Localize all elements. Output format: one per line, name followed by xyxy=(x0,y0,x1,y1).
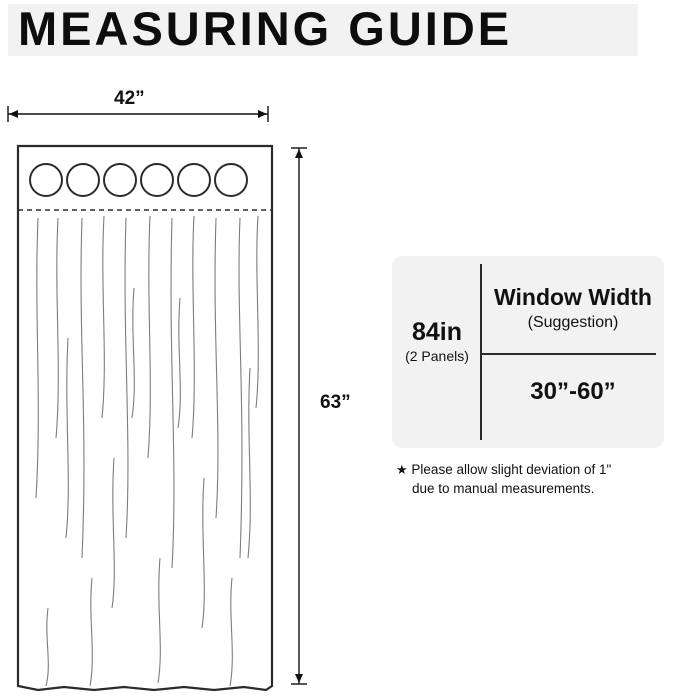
deviation-note-line2: due to manual measurements. xyxy=(412,481,595,496)
panel-size-value: 84in xyxy=(411,318,463,346)
card-horizontal-divider xyxy=(480,353,656,355)
star-icon: ★ xyxy=(396,462,408,477)
panel-count-label: (2 Panels) xyxy=(405,348,469,364)
window-width-title: Window Width xyxy=(494,284,652,310)
window-width-range: 30”-60” xyxy=(530,378,616,405)
deviation-note xyxy=(396,460,672,498)
curtain-panel-illustration xyxy=(4,138,294,696)
curtain-width-label: 42” xyxy=(114,88,145,109)
size-info-card xyxy=(392,256,664,448)
window-width-subtitle: (Suggestion) xyxy=(527,314,619,331)
curtain-height-label: 63” xyxy=(320,392,351,413)
page-title: MEASURING GUIDE xyxy=(18,2,513,55)
deviation-note-line1: Please allow slight deviation of 1" xyxy=(411,462,612,477)
